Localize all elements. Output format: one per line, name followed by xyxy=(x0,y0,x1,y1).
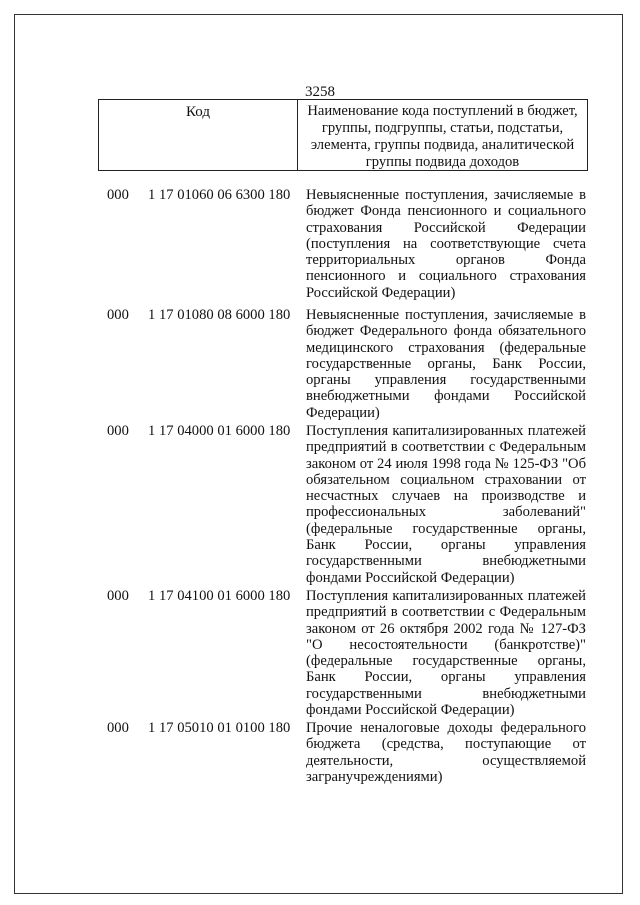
header-name-column: Наименование кода поступлений в бюджет, группы, подгруппы, статьи, подстатьи, элемента, группы подвида, аналитической группы подвида доходов xyxy=(307,103,578,170)
row-agency-code: 000 xyxy=(107,588,129,604)
header-code-column: Код xyxy=(99,100,298,170)
row-revenue-code: 1 17 04100 01 6000 180 xyxy=(148,588,291,604)
row-agency-code: 000 xyxy=(107,307,129,323)
row-agency-code: 000 xyxy=(107,423,129,439)
row-revenue-code: 1 17 05010 01 0100 180 xyxy=(148,720,291,736)
row-agency-code: 000 xyxy=(107,720,129,736)
row-description: Невыясненные поступления, зачисляемые в бюджет Федерального фонда обязательного медицинского страхования (федеральные государственные органы, Банк России, органы управления государственными внебюджетными фондами Российской Федерации) xyxy=(306,307,586,421)
row-revenue-code: 1 17 04000 01 6000 180 xyxy=(148,423,291,439)
row-agency-code: 000 xyxy=(107,187,129,203)
row-revenue-code: 1 17 01080 08 6000 180 xyxy=(148,307,291,323)
row-description: Прочие неналоговые доходы федерального бюджета (средства, поступающие от деятельности, осуществляемой загранучреждениями) xyxy=(306,720,586,785)
row-description: Невыясненные поступления, зачисляемые в бюджет Фонда пенсионного и социального страхования Российской Федерации (поступления на соответствующие счета территориальных органов Фонда пенсионного и социального страхования Российской Федерации) xyxy=(306,187,586,301)
row-revenue-code: 1 17 01060 06 6300 180 xyxy=(148,187,291,203)
page-number: 3258 xyxy=(305,84,335,100)
row-description: Поступления капитализированных платежей предприятий в соответствии с Федеральным законом от 24 июля 1998 года № 125-ФЗ "Об обязательном социальном страховании от несчастных случаев на производстве и профессиональных заболеваний" (федеральные государственные органы, Банк России, органы управления государственными внебюджетными фондами Российской Федерации) xyxy=(306,423,586,586)
table-header xyxy=(98,99,588,171)
row-description: Поступления капитализированных платежей предприятий в соответствии с Федеральным законом от 26 октября 2002 года № 127-ФЗ "О несостоятельности (банкротстве)" (федеральные государственные органы, Банк России, органы управления государственными внебюджетными фондами Российской Федерации) xyxy=(306,588,586,719)
